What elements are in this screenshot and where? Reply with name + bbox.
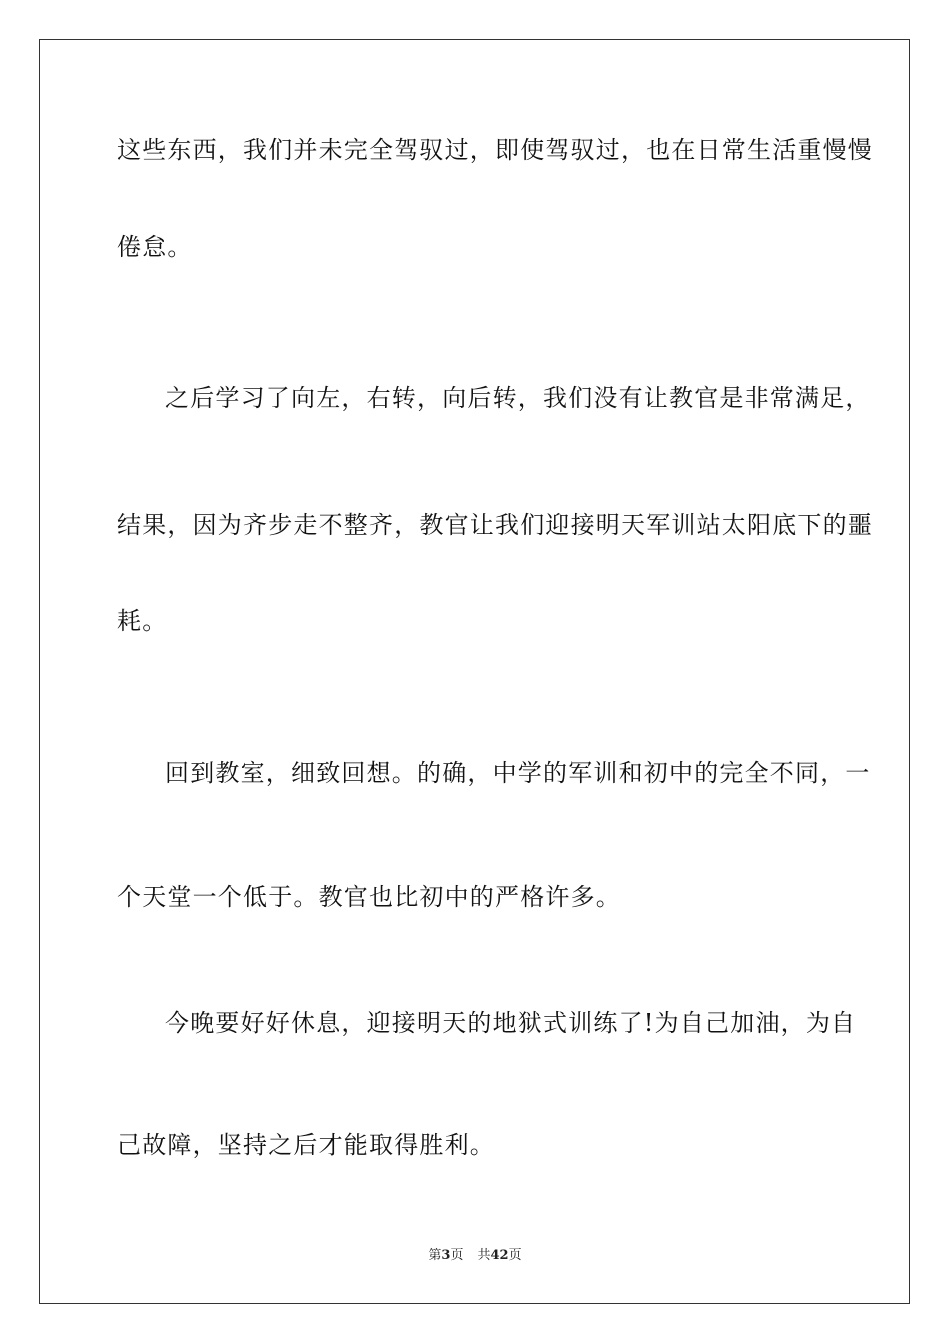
- footer-total-suffix: 页: [508, 1248, 522, 1263]
- paragraph-line-5: 耗。: [117, 607, 168, 635]
- paragraph-line-3: 之后学习了向左，右转，向后转，我们没有让教官是非常满足，: [165, 384, 871, 412]
- paragraph-line-6: 回到教室，细致回想。的确，中学的军训和初中的完全不同，一: [165, 759, 871, 787]
- footer-page-prefix: 第: [428, 1248, 442, 1263]
- paragraph-line-8: 今晚要好好休息，迎接明天的地狱式训练了!为自己加油，为自: [165, 1009, 857, 1037]
- footer-page-suffix: 页: [450, 1248, 464, 1263]
- paragraph-line-7: 个天堂一个低于。教官也比初中的严格许多。: [117, 883, 621, 911]
- footer-total-prefix: 共: [477, 1248, 491, 1263]
- paragraph-line-2: 倦怠。: [117, 233, 193, 261]
- footer-total-pages: 42: [490, 1248, 509, 1263]
- page-footer: [0, 1247, 950, 1265]
- page-border: [39, 39, 910, 1304]
- paragraph-line-9: 己故障，坚持之后才能取得胜利。: [117, 1131, 495, 1159]
- footer-page-number: 3: [441, 1248, 451, 1263]
- paragraph-line-1: 这些东西，我们并未完全驾驭过，即使驾驭过，也在日常生活重慢慢: [117, 136, 873, 164]
- paragraph-line-4: 结果，因为齐步走不整齐，教官让我们迎接明天军训站太阳底下的噩: [117, 511, 873, 539]
